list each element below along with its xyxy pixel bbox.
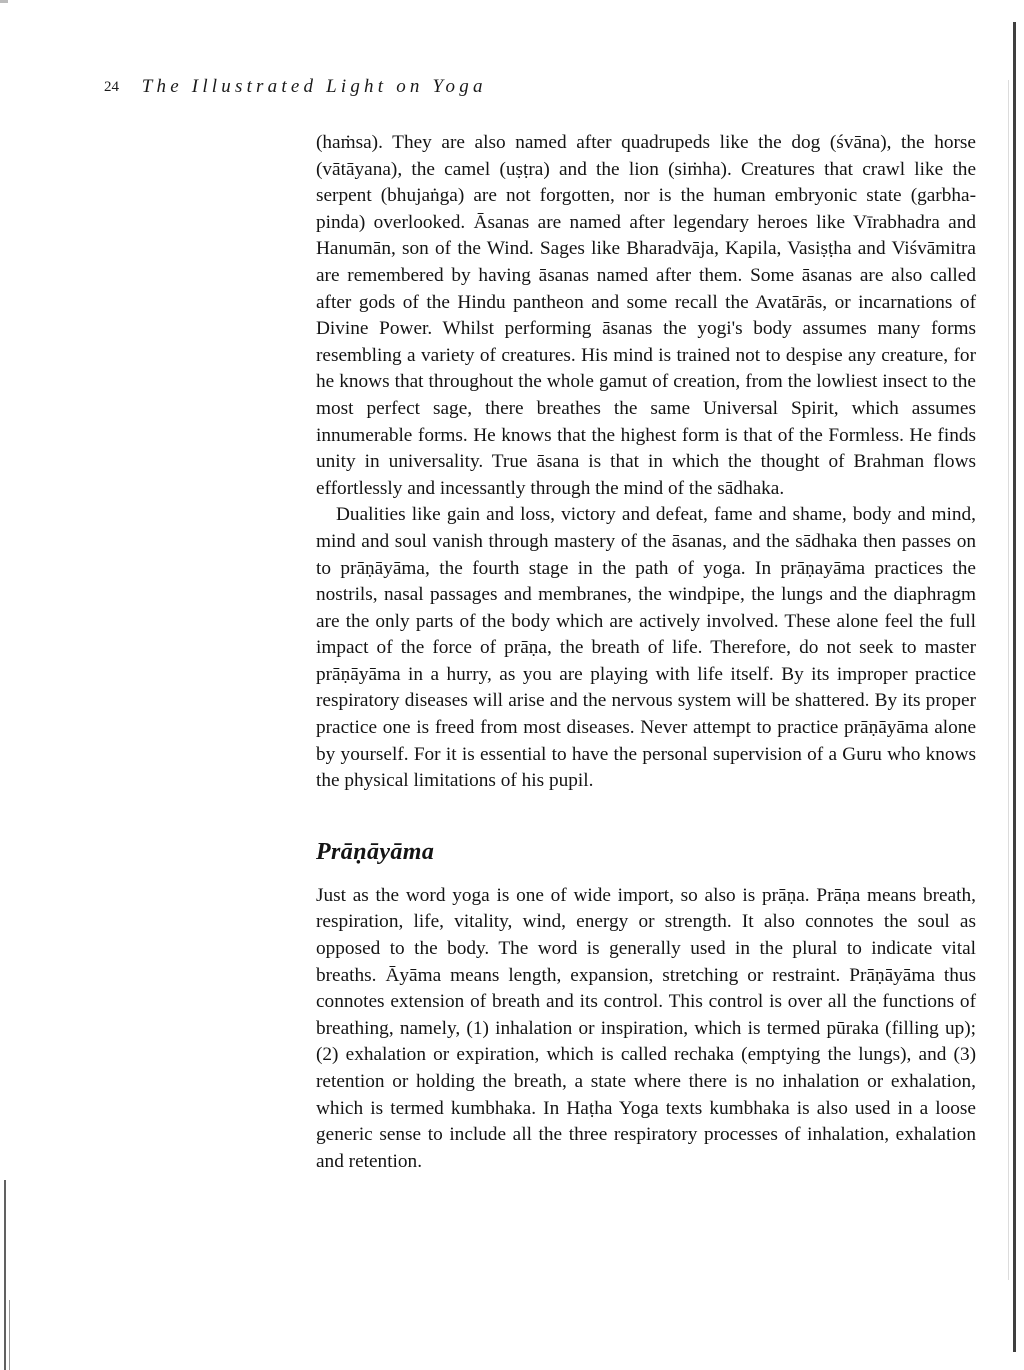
body-paragraph-1: (haṁsa). They are also named after quadrupeds like the dog (śvāna), the horse (vātāyana), the camel (uṣṭra) and the lion (siṁha). Creatures that crawl like the serpent (bhujaṅga) are not forgotten, nor is the human embryonic state (garbha-pinda) overlooked. Āsanas are named after legendary heroes like Vīrabhadra and Hanumān, son of the Wind. Sages like Bharadvāja, Kapila, Vasiṣṭha and Viśvāmitra are remembered by having āsanas named after them. Some āsanas are also called after gods of the Hindu pantheon and some recall the Avatārās, or incarnations of Divine Power. Whilst performing āsanas the yogi's body assumes many forms resembling a variety of creatures. His mind is trained not to despise any creature, for he knows that throughout the whole gamut of creation, from the lowliest insect to the most perfect sage, there breathes the same Universal Spirit, which assumes innumerable forms. He knows that the highest form is that of the Formless. He finds unity in universality. True āsana is that in which the thought of Brahman flows effortlessly and incessantly through the mind of the sādhaka. <box>316 132 976 499</box>
book-title: The Illustrated Light on Yoga <box>141 76 487 97</box>
scan-left-edge <box>4 1180 6 1370</box>
page-edge-shadow <box>1008 80 1009 1280</box>
section-paragraph: Just as the word yoga is one of wide import, so also is prāṇa. Prāṇa means breath, respiration, life, vitality, wind, energy or strength. It also connotes the soul as opposed to the body. The word is generally used in the plural to indicate vital breaths. Āyāma means length, expansion, stretching or restraint. Prāṇāyāma thus connotes extension of breath and its control. This control is over all the functions of breathing, namely, (1) inhalation or inspiration, which is termed pūraka (filling up); (2) exhalation or expiration, which is called rechaka (emptying the lungs), and (3) retention or holding the breath, a state where there is no inhalation or exhalation, which is termed kumbhaka. In Haṭha Yoga texts kumbhaka is also used in a loose generic sense to include all the three respiratory processes of inhalation, exhalation and retention. <box>316 884 976 1172</box>
page-binding-edge <box>1013 22 1016 1352</box>
body-paragraph-2: Dualities like gain and loss, victory and defeat, fame and shame, body and mind, mind and soul vanish through mastery of the āsanas, and the sādhaka then passes on to prāṇāyāma, the fourth stage in the path of yoga. In prāṇayāma practices the nostrils, nasal passages and membranes, the windpipe, the lungs and the diaphragm are the only parts of the body which are actively involved. These alone feel the full impact of the force of prāṇa, the breath of life. Therefore, do not seek to master prāṇāyāma in a hurry, as you are playing with life itself. By its improper practice respiratory diseases will arise and the nervous system will be shattered. By its proper practice one is freed from most diseases. Never attempt to practice prāṇāyāma alone by yourself. For it is essential to have the personal supervision of a Guru who knows the physical limitations of his pupil. <box>316 504 976 792</box>
scan-left-edge-secondary <box>9 1300 10 1370</box>
page-number: 24 <box>104 79 119 95</box>
text-column <box>316 130 976 1175</box>
section-heading: Prāṇāyāma <box>316 838 435 865</box>
running-header <box>104 76 487 98</box>
scan-edge-mark <box>0 0 8 3</box>
